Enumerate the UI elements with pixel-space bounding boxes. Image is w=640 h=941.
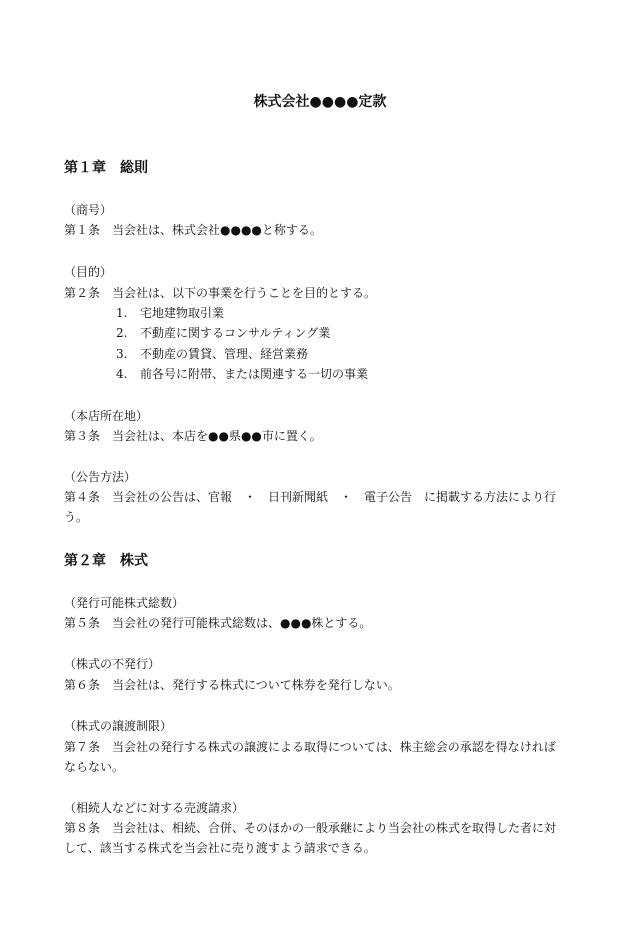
list-item-number: 4. (116, 367, 128, 381)
list-item (116, 323, 330, 343)
article-4: 第４条 当会社の公告は、官報 ・ 日刊新聞紙 ・ 電子公告 に掲載する方法により行う。 (64, 490, 557, 524)
article-1: 第１条 当会社は、株式会社●●●●と称する。 (64, 223, 322, 237)
article-1-caption: （商号） (64, 203, 113, 217)
article-7: 第７条 当会社の発行する株式の譲渡による取得については、株主総会の承認を得なければならない。 (64, 740, 556, 774)
article-4-caption: （公告方法） (64, 470, 137, 484)
article-8: 第８条 当会社は、相続、合併、そのほかの一般承継により当会社の株式を取得した者に対して、該当する株式を当会社に売り渡すよう請求できる。 (64, 821, 557, 855)
list-item-number: 3. (116, 347, 128, 361)
article-3: 第３条 当会社は、本店を●●県●●市に置く。 (64, 429, 322, 443)
article-5-caption: （発行可能株式総数） (64, 596, 185, 610)
article-5: 第５条 当会社の発行可能株式総数は、●●●株とする。 (64, 616, 372, 630)
list-item (116, 303, 224, 323)
article-2: 第２条 当会社は、以下の事業を行うことを目的とする。 (64, 286, 377, 300)
article-8-caption: （相続人などに対する売渡請求） (64, 801, 245, 815)
chapter-1-heading: 第１章 総則 (64, 160, 148, 176)
list-item-text: 不動産に関するコンサルティング業 (140, 326, 331, 340)
document-title: 株式会社●●●●定款 (253, 94, 387, 110)
article-7-caption: （株式の譲渡制限） (64, 719, 173, 733)
article-6: 第６条 当会社は、発行する株式について株券を発行しない。 (64, 678, 400, 692)
article-2-caption: （目的） (64, 265, 113, 279)
list-item-text: 不動産の賃貸、管理、経営業務 (140, 347, 309, 361)
article-6-caption: （株式の不発行） (64, 657, 161, 671)
chapter-2-heading: 第２章 株式 (64, 553, 148, 569)
list-item (116, 364, 368, 384)
list-item-number: 1. (116, 306, 128, 320)
article-3-caption: （本店所在地） (64, 409, 149, 423)
list-item-text: 宅地建物取引業 (140, 306, 225, 320)
list-item-text: 前各号に附帯、または関連する一切の事業 (140, 367, 369, 381)
list-item (116, 344, 308, 364)
list-item-number: 2. (116, 326, 128, 340)
